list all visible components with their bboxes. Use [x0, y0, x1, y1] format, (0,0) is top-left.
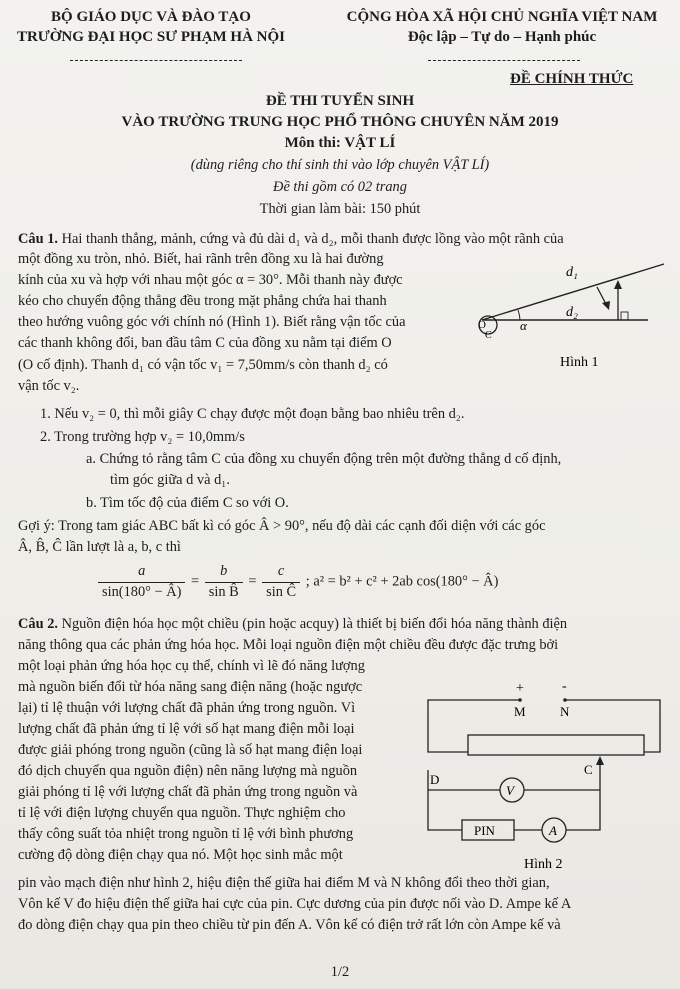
fraction-b: $\frac{b}{\text{sin B̂}}$ [205, 562, 243, 602]
q1-item-2a: a. Chứng tỏ rằng tâm C của đồng xu chuyển động trên một đường thẳng d cố định, [86, 451, 562, 467]
exam-note: (dùng riêng cho thí sinh thi vào lớp chuyên VẬT LÍ) [190, 157, 490, 173]
figure-2 [420, 670, 672, 875]
q1-line-8: vận tốc v₂. [18, 378, 80, 394]
page-number: 1/2 [330, 964, 350, 980]
page-count: Đề thi gồm có 02 trang [273, 179, 407, 195]
q1-line-6: các thanh không đổi, ban đầu tâm C của đồng xu nằm tại điểm O [18, 335, 392, 351]
q2-line-8: đó dịch chuyển qua nguồn điện) nên năng lượng mà nguồn [18, 763, 358, 779]
label-c: C [485, 330, 492, 341]
label-o: O [478, 319, 486, 331]
header-right-rule [428, 60, 580, 61]
q2-line-3: một loại phản ứng hóa học cụ thể, chính vì lẽ đó năng lượng [18, 658, 365, 674]
label-d1: d₁ [566, 265, 578, 280]
time-limit: Thời gian làm bài: 150 phút [259, 201, 421, 217]
q2-line-7: được giải phóng trong nguồn (cũng là số hạt mang điện loại [18, 742, 363, 758]
q2-line-4: mà nguồn biến đổi từ hóa năng sang điện năng (hoặc ngược [18, 679, 363, 695]
q1-hint-line-2: Â, B̂, Ĉ lần lượt là a, b, c thì [18, 539, 181, 555]
q1-item-1: 1. Nếu v₂ = 0, thì mỗi giây C chạy được một đoạn bằng bao nhiêu trên d₂. [40, 406, 465, 422]
rheostat [468, 735, 644, 755]
q2-line-1: Câu 2. Nguồn điện hóa học một chiều (pin hoặc acquy) là thiết bị biến đổi hóa năng thành điện [18, 616, 568, 632]
label-m: M [514, 704, 526, 719]
q2-line-5: lại) tỉ lệ thuận với lượng chất đã phản ứng trong nguồn. Vì [18, 700, 356, 716]
label-alpha: α [520, 318, 527, 333]
motto: Độc lập – Tự do – Hạnh phúc [407, 29, 597, 45]
figure-1-caption: Hình 1 [560, 355, 599, 370]
label-d2: d₂ [566, 305, 578, 320]
wire-m-left [428, 700, 520, 752]
q2-line-2: năng thông qua các phản ứng hóa học. Mỗi loại nguồn điện một chiều đều được đặc trưng bởi [18, 637, 559, 653]
q1-line-7: (O cố định). Thanh d₁ có vận tốc v₁ = 7,50mm/s còn thanh d₂ có [18, 357, 388, 373]
wire-ammeter-c [566, 790, 600, 830]
velocity-d2-arrowhead [614, 280, 622, 289]
fraction-c: $\frac{c}{\text{sin Ĉ}}$ [262, 562, 300, 602]
q1-line-3: kính của xu và hợp với nhau một góc α = 30°. Mỗi thanh này được [18, 272, 403, 288]
figure-2-caption: Hình 2 [524, 857, 563, 872]
q2-line-6: lượng chất đã phản ứng tỉ lệ với số hạt mang điện mỗi loại [18, 721, 355, 737]
label-minus: - [562, 679, 567, 694]
q2-line-10: tỉ lệ với điện lượng chuyển qua nguồn. Thực nghiệm cho [18, 805, 346, 821]
q1-hint-line-1: Gợi ý: Trong tam giác ABC bất kì có góc Â > 90°, nếu độ dài các cạnh đối diện với các góc [18, 518, 546, 534]
q1-line-5: theo hướng vuông góc với chính nó (Hình 1). Biết rằng vận tốc của [18, 314, 406, 330]
q2-line-13: pin vào mạch điện như hình 2, hiệu điện thế giữa hai điểm M và N không đổi theo thời gian, [18, 875, 550, 891]
q2-line-11: thấy công suất tỏa nhiệt trong nguồn tỉ lệ với bình phương [18, 826, 354, 842]
q2-line-12: cường độ dòng điện chạy qua nó. Một học sinh mắc một [18, 847, 343, 863]
q2-label: Câu 2. [18, 616, 58, 632]
country-name: CỘNG HÒA XÃ HỘI CHỦ NGHĨA VIỆT NAM [346, 9, 658, 25]
label-n: N [560, 704, 570, 719]
slider-c-arrowhead [596, 756, 604, 765]
label-d: D [430, 772, 440, 787]
university-name: TRƯỜNG ĐẠI HỌC SƯ PHẠM HÀ NỘI [16, 29, 286, 45]
exam-subtitle: VÀO TRƯỜNG TRUNG HỌC PHỔ THÔNG CHUYÊN NĂM 2019 [121, 114, 559, 130]
q1-line-2: một đồng xu tròn, nhỏ. Biết, hai rãnh trên đồng xu là hai đường [18, 251, 384, 267]
exam-title: ĐỀ THI TUYỂN SINH [265, 93, 415, 109]
q1-item-2a-cont: tìm góc giữa d và d₁. [110, 472, 230, 488]
q1-item-2: 2. Trong trường hợp v₂ = 10,0mm/s [40, 429, 245, 445]
q1-item-2b: b. Tìm tốc độ của điểm C so với O. [86, 495, 289, 511]
q1-label: Câu 1. [18, 231, 58, 247]
q1-line-4: kéo cho chuyển động thẳng đều trong mặt phẳng chứa hai thanh [18, 293, 387, 309]
label-c: C [584, 762, 593, 777]
subject-line: Môn thi: VẬT LÍ [284, 135, 396, 151]
wire-n-right [565, 700, 660, 752]
cosine-law: ; a² = b² + c² + 2ab cos(180° − Â) [305, 573, 499, 590]
figure-1 [468, 256, 670, 380]
label-pin: PIN [474, 823, 495, 838]
velocity-d1-arrowhead [602, 301, 610, 310]
q1-line-1: Câu 1. Hai thanh thẳng, mảnh, cứng và đủ dài d₁ và d₂, mỗi thanh được lồng vào một rãnh của [18, 231, 564, 247]
q2-line-14: Vôn kế V đo hiệu điện thế giữa hai cực của pin. Cực dương của pin được nối vào D. Ampe kế A [18, 896, 572, 912]
label-a: A [549, 823, 557, 838]
header-left-rule [70, 60, 242, 61]
q2-line-15: đo dòng điện chạy qua pin theo chiều từ pin đến A. Vôn kế có điện trở rất lớn còn Ampe kế và [18, 917, 561, 933]
right-angle-mark [621, 312, 628, 320]
q2-line-9: giải phóng tỉ lệ với lượng chất đã phản ứng trong nguồn và [18, 784, 358, 800]
label-plus: + [516, 681, 524, 696]
official-label: ĐỀ CHÍNH THỨC [510, 71, 634, 87]
label-v: V [506, 783, 514, 798]
sine-law-formula: $\frac{a}{\sin(180^\circ - Â)}$ = $\frac{b}{\text{sin B̂}}$ = $\frac{c}{\text{sin Ĉ}}$ ; a² = b² + c² + 2ab cos(180° − Â) [96, 562, 656, 602]
fraction-a: $\frac{a}{\sin(180^\circ - Â)}$ [98, 562, 185, 602]
ministry-name: BỘ GIÁO DỤC VÀ ĐÀO TẠO [51, 9, 251, 25]
terminal-m-dot [518, 698, 522, 702]
terminal-n-dot [563, 698, 567, 702]
